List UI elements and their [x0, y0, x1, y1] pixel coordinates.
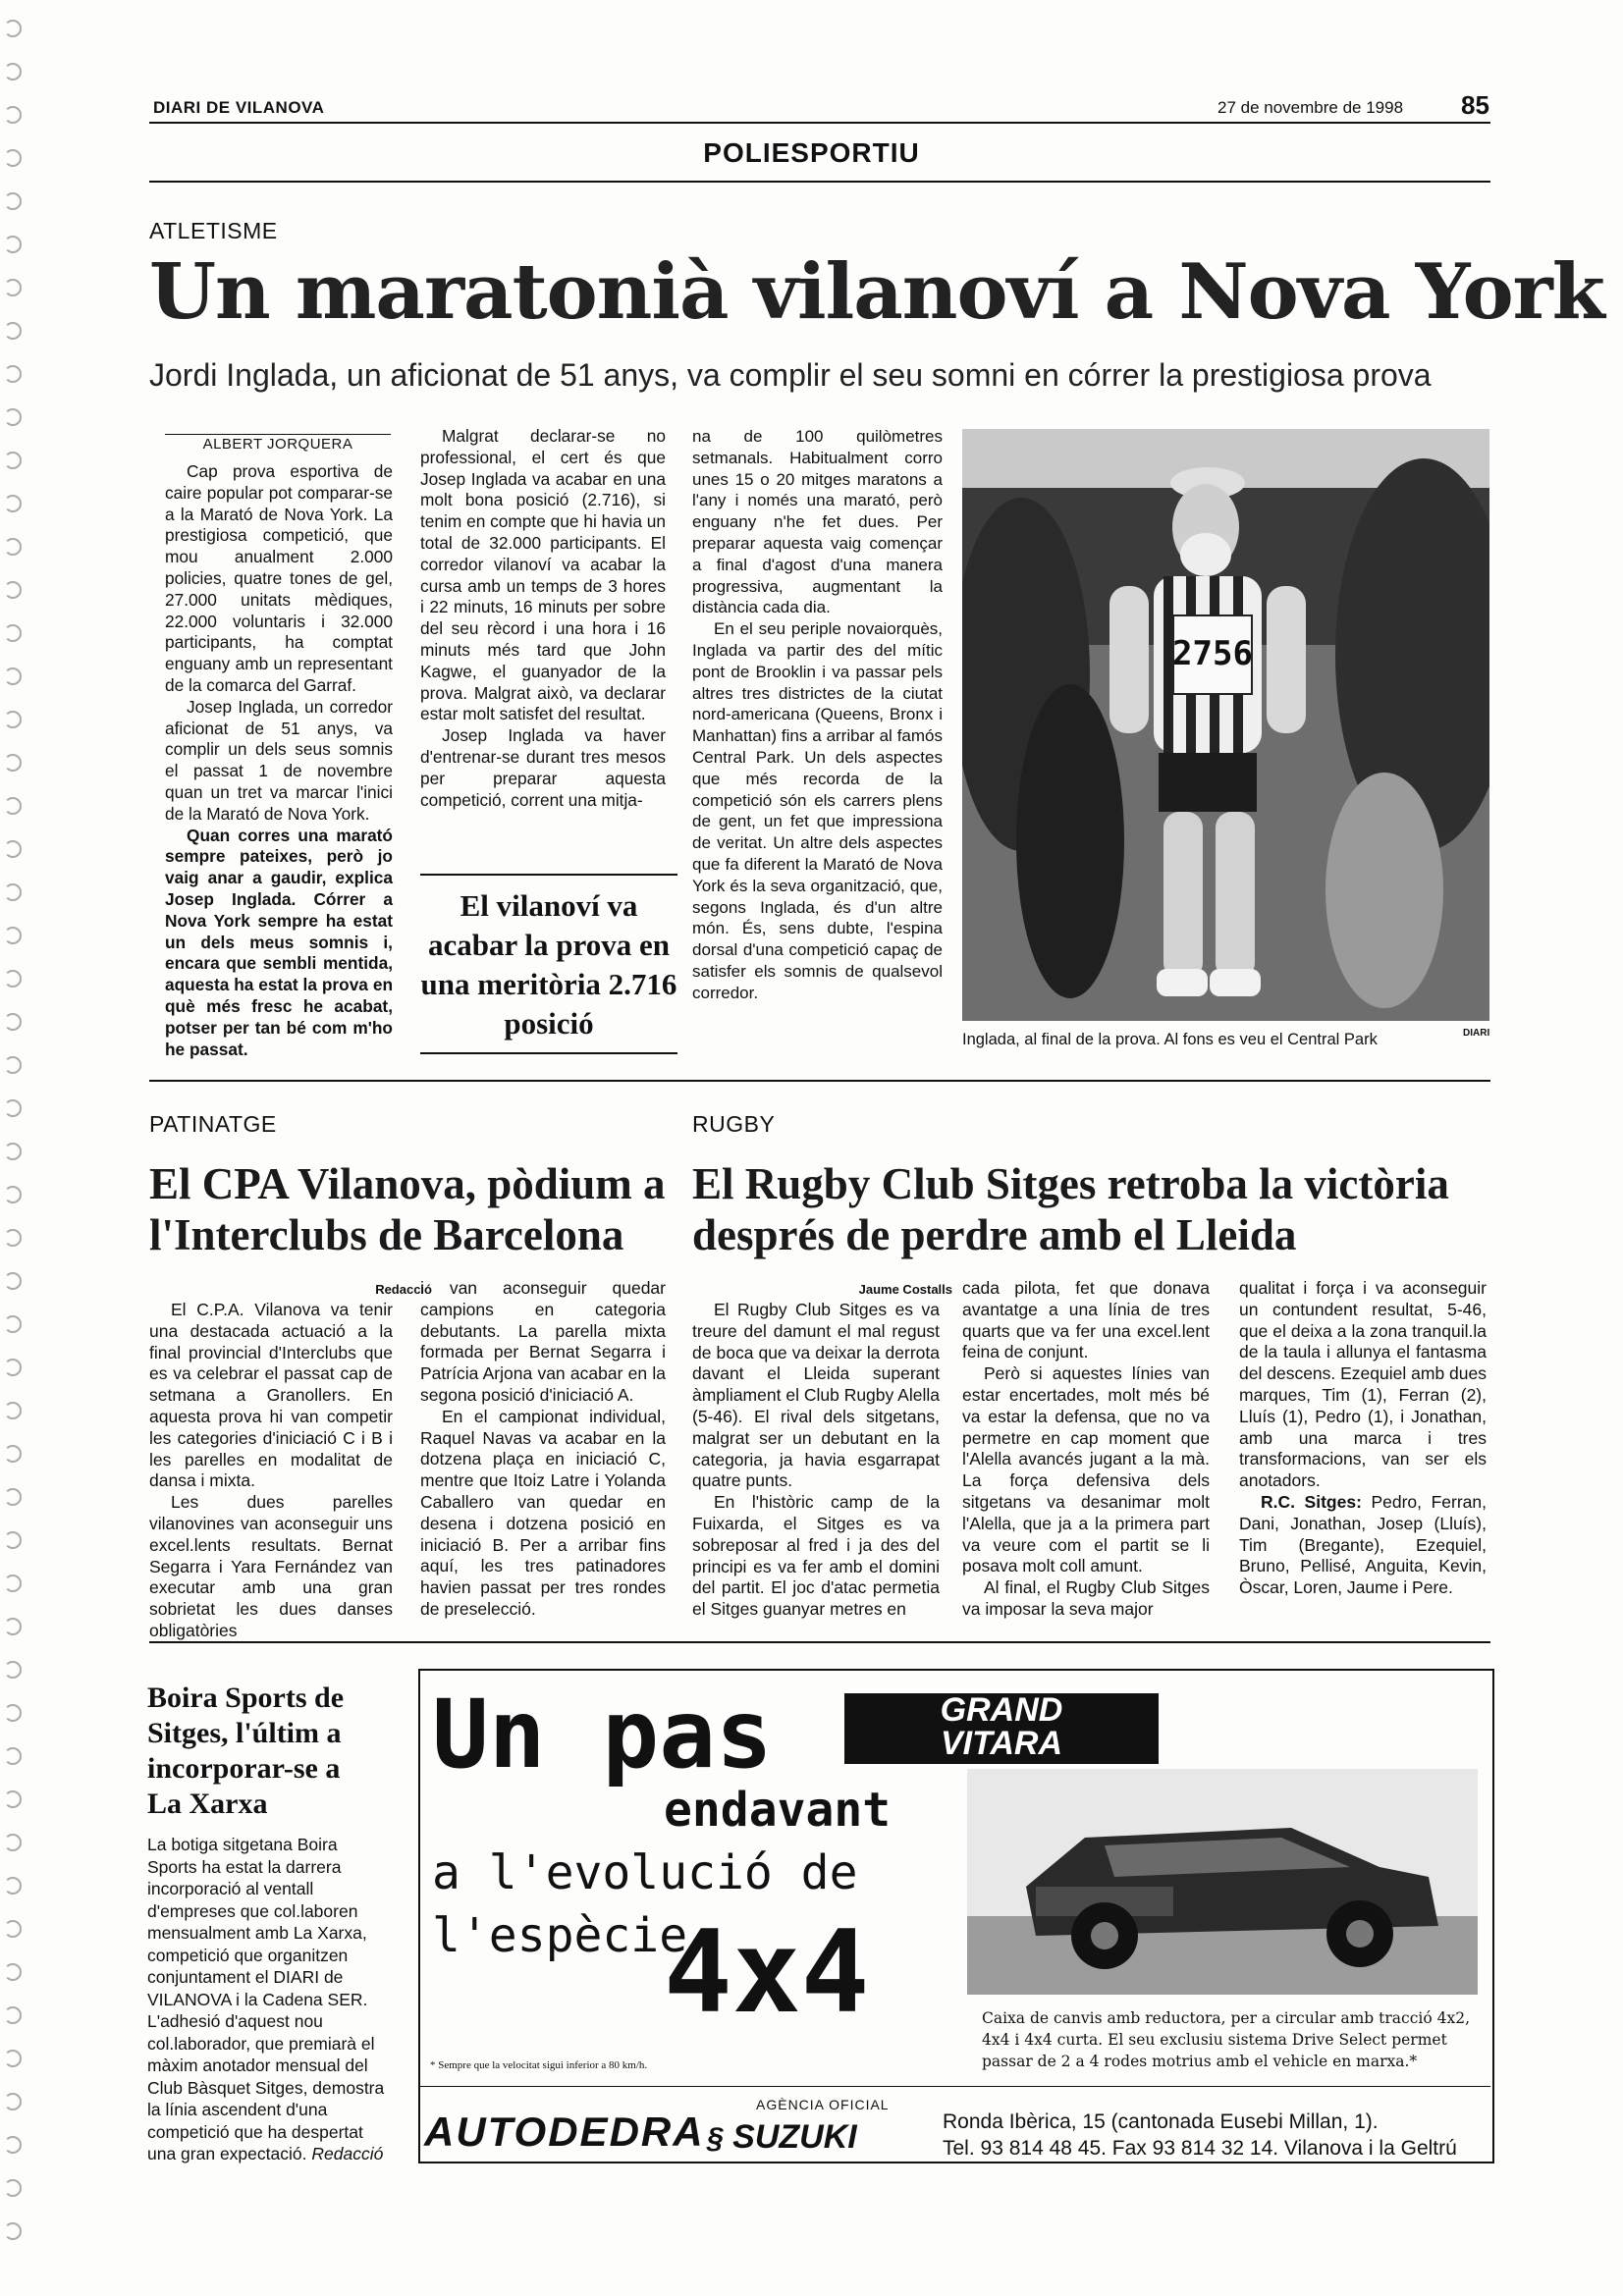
binder-hole-icon	[4, 2006, 22, 2024]
ad-4x4: 4x4	[664, 1906, 870, 2039]
rugby-column-2	[962, 1278, 1210, 1621]
binder-hole-icon	[4, 1099, 22, 1117]
sidebar-body	[147, 1834, 387, 2165]
binder-hole-icon	[4, 1877, 22, 1895]
binder-hole-icon	[4, 2222, 22, 2240]
sidebar-text: La botiga sitgetana Boira Sports ha estat la darrera incorporació al ventall d'empreses que col.laboren mensualment amb La Xarxa, competició que organitzen conjuntament el DIARI de VILANOVA i la Cadena SER. L'adhesió d'aquest nou col.laborador, que premiarà el màxim anotador mensual del Club Bàsquet Sitges, demostra la línia ascendent d'una competició que ha despertat una gran expectació.	[147, 1835, 385, 2163]
binder-hole-icon	[4, 1963, 22, 1981]
binder-hole-icon	[4, 1618, 22, 1635]
byline: ALBERT JORQUERA	[202, 436, 353, 453]
binder-hole-icon	[4, 2179, 22, 2197]
paragraph: Les dues parelles vilanovines van aconseguir uns excel.lents resultats. Bernat Segarra i Yara Fernández van executar amb una gran sobrietat les dues danses obligatòries	[149, 1492, 393, 1640]
agency-label: AGÈNCIA OFICIAL	[756, 2097, 890, 2112]
patinatge-headline: El CPA Vilanova, pòdium a l'Interclubs de Barcelona	[149, 1159, 666, 1259]
binder-hole-icon	[4, 1445, 22, 1463]
main-column-2	[420, 426, 666, 811]
binder-hole-icon	[4, 1359, 22, 1376]
autodedra-logo: AUTODEDRA	[424, 2109, 705, 2155]
binder-hole-icon	[4, 754, 22, 772]
binder-hole-icon	[4, 883, 22, 901]
header-rule	[149, 122, 1490, 124]
binder-hole-icon	[4, 667, 22, 685]
binder-hole-icon	[4, 236, 22, 253]
binder-hole-icon	[4, 1488, 22, 1506]
rugby-column-3	[1239, 1278, 1487, 1599]
ad-line-3: a l'evolució de	[432, 1845, 858, 1900]
paragraph: Josep Inglada va haver d'entrenar-se durant tres mesos per preparar aquesta competició, corrent una mitja-	[420, 725, 666, 810]
binder-hole-icon	[4, 1315, 22, 1333]
suzuki-logo	[707, 2118, 857, 2157]
binder-hole-icon	[4, 63, 22, 80]
lineup: Pedro, Ferran, Dani, Jonathan, Josep (Lluís), Tim (Bregante), Ezequiel, Bruno, Pellisé, Anguita, Kevin, Òscar, Loren, Jaume i Pere.	[1239, 1491, 1487, 1598]
binder-holes	[4, 20, 24, 2277]
binder-hole-icon	[4, 2093, 22, 2110]
paragraph: i van aconseguir quedar campions en categoria debutants. La parella mixta formada per Bernat Segarra i Patrícia Arjona van acabar en la segona posició d'iniciació A.	[420, 1278, 666, 1405]
page-number: 85	[1461, 90, 1489, 120]
suv-icon	[967, 1769, 1478, 1995]
newspaper-name: DIARI DE VILANOVA	[153, 98, 325, 117]
paragraph: Però si aquestes línies van estar encertades, molt més bé va estar la defensa, que no va permetre en cap moment que l'Alella avancés jugant a la mà. La força defensiva dels sitgetans va desanimar molt l'Alella, que ja a la primera part va veure com el partit se li posava molt coll amunt.	[962, 1363, 1210, 1576]
binder-hole-icon	[4, 1143, 22, 1160]
binder-hole-icon	[4, 1834, 22, 1851]
main-headline: Un maratonià vilanoví a Nova York	[149, 247, 1604, 337]
ad-line-2: endavant	[664, 1783, 892, 1838]
binder-hole-icon	[4, 1747, 22, 1765]
bib-number: 2756	[1172, 634, 1253, 673]
binder-hole-icon	[4, 2136, 22, 2154]
paragraph: Al final, el Rugby Club Sitges va imposar la seva major	[962, 1577, 1210, 1619]
patinatge-column-1	[149, 1300, 393, 1642]
binder-hole-icon	[4, 797, 22, 815]
paragraph: El C.P.A. Vilanova va tenir una destacada actuació a la final provincial d'Interclubs que es va celebrar el passat cap de setmana a Granollers. En aquesta prova hi van competir les categories d'iniciació C i B i les parelles en modalitat de dansa i mixta.	[149, 1300, 393, 1491]
paragraph: En el campionat individual, Raquel Navas va acabar en la dotzena plaça en iniciació C, mentre que Itoiz Latre i Yolanda Caballero van quedar en desena i dotzena posició en iniciació B. Per a arribar fins aquí, les tres patinadores havien passat per tres rondes de preselecció.	[420, 1406, 666, 1619]
photo-credit: DIARI	[1463, 1028, 1490, 1039]
paragraph: Josep Inglada, un corredor aficionat de 51 anys, va complir un dels seus somnis el passat 1 de novembre quan un tret va marcar l'inici de la Marató de Nova York.	[165, 696, 393, 824]
sidebar-headline: Boira Sports de Sitges, l'últim a incorporar-se a La Xarxa	[147, 1682, 345, 1820]
binder-hole-icon	[4, 927, 22, 944]
address-line: Ronda Ibèrica, 15 (cantonada Eusebi Millan, 1).	[943, 2110, 1379, 2133]
paragraph: Cap prova esportiva de caire popular pot comparar-se a la Marató de Nova York. La prestigiosa competició, que mou anualment 2.000 policies, quatre tones de gel, 27.000 unitats mèdiques, 22.000 voluntaris i 32.000 participants, ha comptat enguany amb un representant de la comarca del Garraf.	[165, 461, 393, 695]
ad-footer-rule	[420, 2086, 1490, 2087]
binder-hole-icon	[4, 1272, 22, 1290]
rugby-headline: El Rugby Club Sitges retroba la victòria després de perdre amb el Lleida	[692, 1159, 1449, 1259]
binder-hole-icon	[4, 1186, 22, 1203]
pullquote: El vilanoví va acabar la prova en una meritòria 2.716 posició	[420, 888, 677, 1041]
pullquote-bottom-rule	[420, 1052, 677, 1054]
binder-hole-icon	[4, 840, 22, 858]
binder-hole-icon	[4, 538, 22, 556]
paragraph: En el seu periple novaiorquès, Inglada va partir des del mític pont de Brooklin i va passar pels altres tres districtes de la ciutat nord-americana (Queens, Bronx i Manhattan) fins a arribar al famós Central Park. Un dels aspectes que més recorda de la competició són els carrers plens de gent, un fet que impressiona de veritat. Un altre dels aspectes que fa diferent la Marató de Nova York és la seva organització, que, segons Inglada, és d'un altre món. És, sens dubte, l'espina dorsal d'una competició capaç de satisfer els somnis de qualsevol corredor.	[692, 619, 943, 1002]
binder-hole-icon	[4, 452, 22, 469]
main-kicker: ATLETISME	[149, 218, 278, 243]
rugby-signature: Jaume Costalls	[858, 1282, 952, 1297]
suzuki-s-icon: §	[707, 2122, 724, 2155]
sidebar-signature: Redacció	[311, 2144, 384, 2163]
rugby-column-1	[692, 1300, 940, 1621]
section-title: POLIESPORTIU	[703, 137, 920, 168]
car-image	[967, 1769, 1478, 1995]
paragraph: El Rugby Club Sitges es va treure del damunt el mal regust de boca que va deixar la derrota davant el Lleida superant àmpliament el Club Rugby Alella (5-46). El rival dels sitgetans, malgrat ser un debutant en la categoria, ja havia esgarrapat quatre punts.	[692, 1300, 940, 1491]
paragraph: cada pilota, fet que donava avantatge a una línia de tres quarts que va fer una excel.lent feina de conjunt.	[962, 1278, 1210, 1362]
binder-hole-icon	[4, 495, 22, 512]
binder-hole-icon	[4, 1575, 22, 1592]
binder-hole-icon	[4, 1920, 22, 1938]
binder-hole-icon	[4, 192, 22, 210]
binder-hole-icon	[4, 408, 22, 426]
byline-rule	[165, 434, 391, 435]
binder-hole-icon	[4, 581, 22, 599]
suzuki-wordmark: SUZUKI	[732, 2118, 857, 2156]
binder-hole-icon	[4, 322, 22, 340]
issue-date: 27 de novembre de 1998	[1217, 98, 1404, 117]
main-deck: Jordi Inglada, un aficionat de 51 anys, va complir el seu somni en córrer la prestigiosa prova	[149, 357, 1432, 393]
binder-hole-icon	[4, 1056, 22, 1074]
patinatge-signature: Redacció	[375, 1282, 432, 1297]
paragraph-bold: na de 100 quilòmetres setmanals. Habitualment corro unes 15 o 20 mitges maratons a l'any i només una marató, però enguany n'he fet dues. Per preparar aquesta vaig començar a final d'agost d'una manera progressiva, augmentant la distància cada dia.	[692, 427, 943, 617]
runner-photo-graphic	[962, 429, 1489, 1021]
ad-line-1: Un pas	[432, 1680, 773, 1789]
brand-top: GRAND	[940, 1691, 1063, 1729]
main-bottom-rule	[149, 1080, 1490, 1082]
lineup-label: R.C. Sitges:	[1261, 1491, 1362, 1512]
paragraph: En l'històric camp de la Fuixarda, el Sitges es va sobreposar al fred i ja des del principi es va fer amb el domini del partit. El joc d'atac permetia el Sitges guanyar metres en	[692, 1492, 940, 1620]
section-rule	[149, 181, 1490, 183]
binder-hole-icon	[4, 1013, 22, 1031]
brand-bottom: VITARA	[940, 1725, 1063, 1762]
rugby-kicker: RUGBY	[692, 1111, 776, 1137]
binder-hole-icon	[4, 970, 22, 988]
binder-hole-icon	[4, 20, 22, 37]
binder-hole-icon	[4, 1229, 22, 1247]
paragraph-bold: Quan corres una marató sempre pateixes, però jo vaig anar a gaudir, explica Josep Inglada. Córrer a Nova York sempre ha estat un dels meus somnis i, encara que sembli mentida, aquesta ha estat la prova en què més fresc he acabat, potser per tan bé com m'ho he passat.	[165, 825, 393, 1059]
dealer-address	[943, 2109, 1457, 2162]
binder-hole-icon	[4, 106, 22, 124]
photo-caption: Inglada, al final de la prova. Al fons es veu el Central Park	[962, 1031, 1378, 1048]
paragraph	[1239, 1492, 1487, 1599]
pullquote-top-rule	[420, 874, 677, 876]
binder-hole-icon	[4, 1704, 22, 1722]
runner-photo	[962, 429, 1489, 1021]
grand-vitara-logo	[844, 1693, 1159, 1764]
binder-hole-icon	[4, 1531, 22, 1549]
phone-line: Tel. 93 814 48 45. Fax 93 814 32 14. Vilanova i la Geltrú	[943, 2137, 1457, 2160]
binder-hole-icon	[4, 279, 22, 296]
binder-hole-icon	[4, 1790, 22, 1808]
ad-line-4: l'espècie	[432, 1908, 688, 1963]
paragraph: qualitat i força i va aconseguir un contundent resultat, 5-46, que el deixa a la zona tranquil.la de la taula i allunya el fantasma del descens. Ezequiel amb dues marques, Tim (1), Ferran (2), Lluís (1), Pedro (1), i Jonathan, amb una marca i tres transformacions, van ser els anotadors.	[1239, 1278, 1487, 1491]
patinatge-kicker: PATINATGE	[149, 1111, 277, 1137]
ad-footnote: * Sempre que la velocitat sigui inferior a 80 km/h.	[430, 2059, 648, 2071]
main-column-1	[165, 461, 393, 1060]
binder-hole-icon	[4, 711, 22, 728]
main-column-3	[692, 426, 943, 1004]
binder-hole-icon	[4, 365, 22, 383]
lower-rule	[149, 1641, 1490, 1643]
binder-hole-icon	[4, 624, 22, 642]
paragraph: Malgrat declarar-se no professional, el cert és que Josep Inglada va acabar en una molt bona posició (2.716), si tenim en compte que hi havia un total de 32.000 participants. El corredor vilanoví va acabar la cursa amb un temps de 3 hores i 22 minuts, 16 minuts per sobre del seu rècord i una hora i 16 minuts més tard que John Kagwe, el guanyador de la prova. Malgrat això, va declarar estar molt satisfet del resultat.	[420, 426, 666, 724]
ad-caption: Caixa de canvis amb reductora, per a circular amb tracció 4x2, 4x4 i 4x4 curta. El seu exclusiu sistema Drive Select permet passar de 2 a 4 rodes motrius amb el vehicle en marxa.*	[982, 2009, 1470, 2070]
binder-hole-icon	[4, 1402, 22, 1419]
binder-hole-icon	[4, 2050, 22, 2067]
binder-hole-icon	[4, 1661, 22, 1679]
patinatge-column-2	[420, 1278, 666, 1621]
